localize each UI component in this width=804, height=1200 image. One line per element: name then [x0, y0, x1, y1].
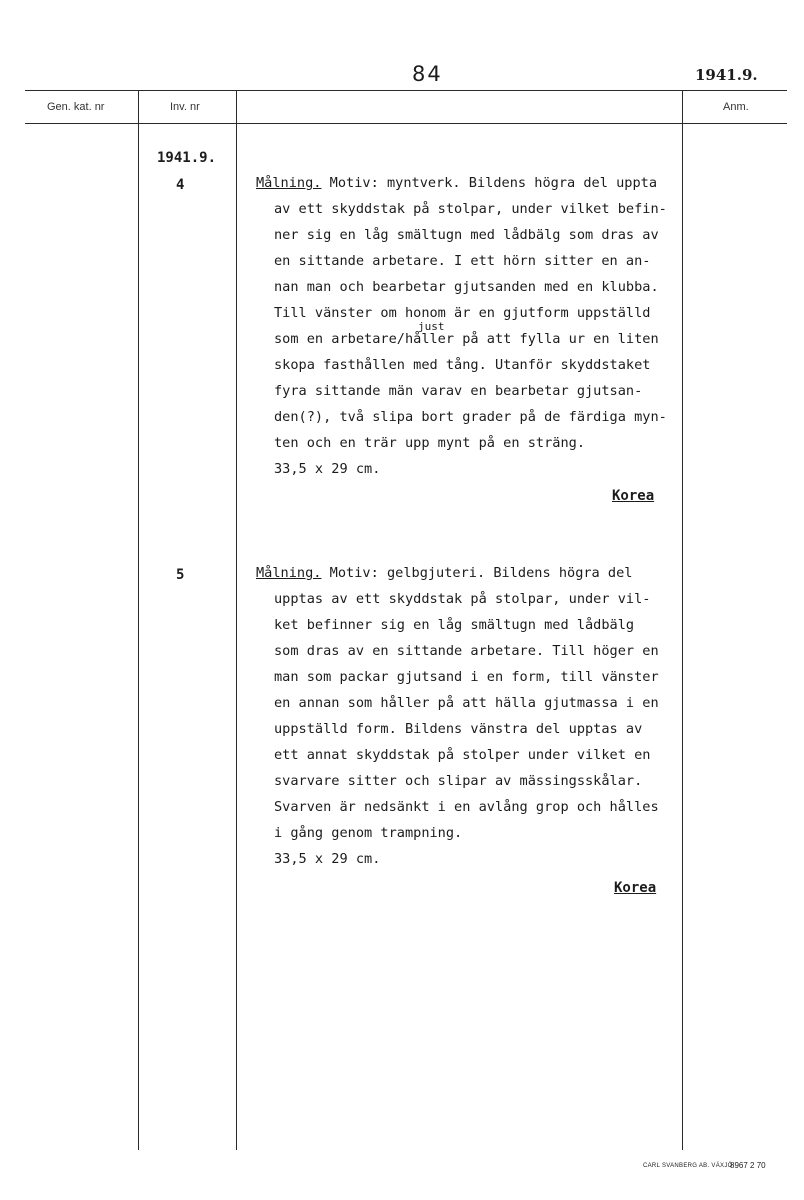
- entry-line: ten och en trär upp mynt på en sträng.: [274, 435, 585, 451]
- entry-first-line: [256, 567, 632, 581]
- page-number: 84: [412, 62, 443, 86]
- column-divider-text-anm: [682, 90, 683, 1150]
- entry-line: skopa fasthållen med tång. Utanför skyddstaket: [274, 357, 651, 373]
- header-top-rule: [25, 90, 787, 91]
- entry-first-line: [256, 177, 657, 191]
- entry-first-line-text: Motiv: myntverk. Bildens högra del uppta: [321, 175, 658, 191]
- entry-insertion: just: [418, 320, 445, 333]
- column-header-gen-kat-nr: Gen. kat. nr: [47, 101, 105, 113]
- entry-title: Målning.: [256, 565, 322, 581]
- entry-line: som en arbetare/håller på att fylla ur en liten: [274, 331, 659, 347]
- column-divider-inv-text: [236, 90, 237, 1150]
- entry-dimensions: 33,5 x 29 cm.: [274, 851, 381, 867]
- entry-line: en annan som håller på att hälla gjutmassa i en: [274, 695, 659, 711]
- entry-signature: Korea: [612, 488, 655, 504]
- entry-line: Till vänster om honom är en gjutform uppställd: [274, 305, 651, 321]
- entry-line: ner sig en låg smältugn med lådbälg som dras av: [274, 227, 659, 243]
- entry-line: den(?), två slipa bort grader på de färdiga myn-: [274, 409, 667, 425]
- entry-number: 5: [176, 567, 185, 583]
- entry-line: ett annat skyddstak på stolper under vilket en: [274, 747, 651, 763]
- entry-first-line-text: Motiv: gelbgjuteri. Bildens högra del: [321, 565, 633, 581]
- entry-line: svarvare sitter och slipar av mässingsskålar.: [274, 773, 643, 789]
- entry-signature: Korea: [614, 880, 657, 896]
- column-header-inv-nr: Inv. nr: [170, 101, 200, 113]
- printer-imprint: CARL SVANBERG AB. VÄXJÖ: [643, 1163, 733, 1169]
- column-header-anm: Anm.: [723, 101, 749, 113]
- form-code: 8967 2 70: [730, 1161, 766, 1170]
- entry-line: ket befinner sig en låg smältugn med lådbälg: [274, 617, 635, 633]
- entry-line: nan man och bearbetar gjutsanden med en klubba.: [274, 279, 659, 295]
- entry-dimensions: 33,5 x 29 cm.: [274, 461, 381, 477]
- column-divider-gen-inv: [138, 90, 139, 1150]
- entry-line: man som packar gjutsand i en form, till vänster: [274, 669, 659, 685]
- entry-line: i gång genom trampning.: [274, 825, 463, 841]
- entry-title: Målning.: [256, 175, 322, 191]
- entry-line: en sittande arbetare. I ett hörn sitter en an-: [274, 253, 651, 269]
- header-year: 1941.9.: [695, 66, 758, 84]
- inventory-year: 1941.9.: [157, 150, 217, 166]
- entry-line: upptas av ett skyddstak på stolpar, under vil-: [274, 591, 651, 607]
- entry-line: Svarven är nedsänkt i en avlång grop och hålles: [274, 799, 659, 815]
- entry-line: uppställd form. Bildens vänstra del upptas av: [274, 721, 643, 737]
- entry-number: 4: [176, 177, 185, 193]
- entry-line: av ett skyddstak på stolpar, under vilket befin-: [274, 201, 667, 217]
- header-bottom-rule: [25, 123, 787, 124]
- entry-line: som dras av en sittande arbetare. Till höger en: [274, 643, 659, 659]
- entry-line: fyra sittande män varav en bearbetar gjutsan-: [274, 383, 643, 399]
